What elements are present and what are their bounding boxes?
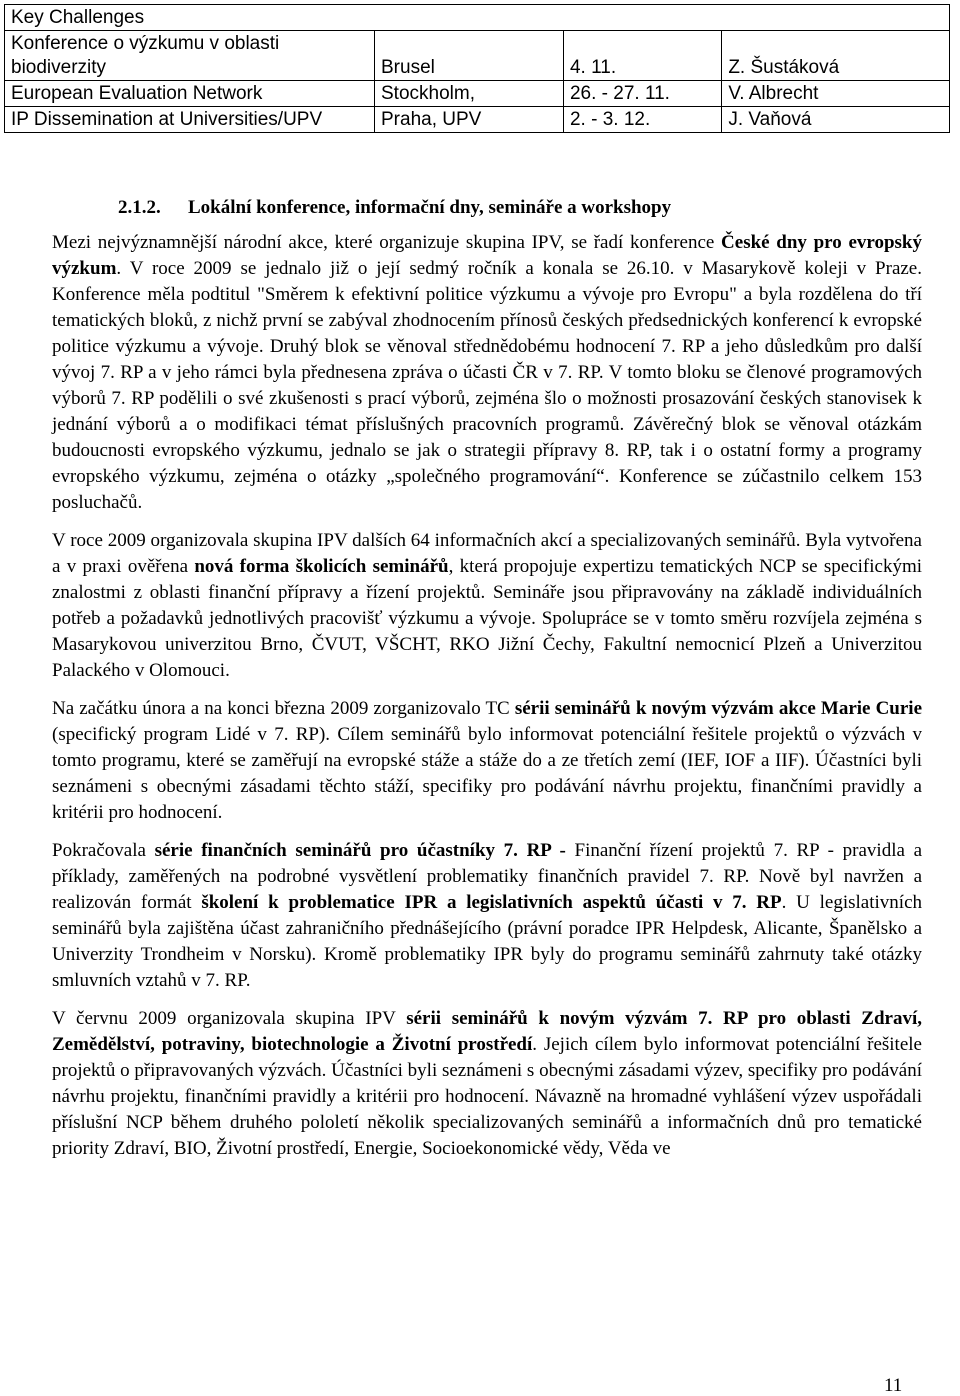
paragraph-financni-seminare — [52, 838, 922, 994]
event-name-cell: Key Challenges — [5, 5, 950, 31]
paragraph-text: V roce 2009 organizovala skupina IPV dalších 64 informačních akcí a specializovaných seminářů. Byla vytvořena a v praxi ověřena — [52, 530, 922, 577]
paragraph-text: Mezi nejvýznamnější národní akce, které organizuje skupina IPV, se řadí konference — [52, 232, 722, 253]
paragraph-ceske-dny — [52, 230, 922, 516]
paragraph-emphasis: školení k problematice IPR a legislativních aspektů účasti v 7. RP — [201, 892, 782, 913]
paragraph-emphasis: série finančních seminářů pro účastníky 7. RP - — [154, 840, 566, 861]
table-row — [5, 5, 950, 31]
table-row — [5, 107, 950, 133]
event-place-cell: Praha, UPV — [375, 107, 564, 133]
body-text — [52, 230, 922, 1174]
event-name-cell: Konference o výzkumu v oblasti biodiverzity — [5, 31, 375, 81]
paragraph-text: Na začátku února a na konci března 2009 zorganizovalo TC — [52, 698, 515, 719]
event-place-cell: Brusel — [375, 31, 564, 81]
event-name-cell: European Evaluation Network — [5, 81, 375, 107]
paragraph-emphasis: sérii seminářů k novým výzvám 7. RP pro oblasti Zdraví, Zemědělství, potraviny, biotechnologie a Životní prostředí — [52, 1008, 922, 1055]
paragraph-text: , která propojuje expertizu tematických NCP se specifickými znalostmi z oblasti finanční přípravy a řízení projektů. Semináře jsou připravovány na základě individuálních potřeb a požadavků jednotlivých pracovišť výzkumu a vývoje. Spolupráce se v tomto směru rozvíjela zejména s Masarykovou univerzitou Brno, ČVUT, VŠCHT, RKO Jižní Čechy, Fakultní nemocnicí Plzeň a Univerzitou Palackého v Olomouci. — [52, 556, 923, 681]
paragraph-text: . V roce 2009 se jednalo již o její sedmý ročník a konala se 26.10. v Masarykově koleji v Praze. Konference měla podtitul "Směrem k efektivní politice výzkumu a vývoje pro Evropu" a byla rozdělena do tří tematických bloků, z nichž první se zabýval zhodnocením přínosů českých předsednických konferencí k evropské politice výzkumu a vývoje. Druhý blok se věnoval střednědobému hodnocení 7. RP a jeho důsledkům pro další vývoj 7. RP a v jeho rámci byla přednesena zpráva o účasti ČR v 7. RP. V tomto bloku se členové programových výborů 7. RP podělili o své zkušenosti s prací výborů, zejména šlo o možnosti prosazování českých stanovisek k jednání výborů a o modifikaci témat příslušných pracovních programů. Závěrečný blok se věnoval otázkám budoucnosti evropského výzkumu, jednalo se jak o strategii přípravy 8. RP, tak i o ostatní formy a programy evropského výzkumu, zejména o otázky „společného programování“. Konference se zúčastnilo celkem 153 posluchačů. — [52, 258, 922, 513]
event-place-cell: Stockholm, — [375, 81, 564, 107]
event-date-cell: 26. - 27. 11. — [563, 81, 721, 107]
event-date-cell: 2. - 3. 12. — [563, 107, 721, 133]
event-name-cell: IP Dissemination at Universities/UPV — [5, 107, 375, 133]
paragraph-text: V červnu 2009 organizovala skupina IPV — [52, 1008, 407, 1029]
section-heading — [118, 195, 671, 221]
event-person-cell: Z. Šustáková — [722, 31, 950, 81]
event-person-cell: J. Vaňová — [722, 107, 950, 133]
event-person-cell: V. Albrecht — [722, 81, 950, 107]
paragraph-text: (specifický program Lidé v 7. RP). Cílem seminářů bylo informovat potenciální řešitele projektů o výzvách v tomto programu, které se zaměřují na evropské stáže a stáže do a ze třetích zemí (IEF, IOF a IIF). Účastníci byli seznámeni s obecnými zásadami těchto stáží, specifiky pro podávání návrhu projektu, finančními pravidly a kritérii pro hodnocení. — [52, 724, 922, 823]
paragraph-text: Finanční řízení projektů 7. RP - pravidla a příklady, zaměřených na podrobné vysvětlení problematiky finančních pravidel 7. RP. Nově byl navržen a realizován formát — [52, 840, 923, 913]
paragraph-emphasis: sérii seminářů k novým výzvám akce Marie Curie — [514, 698, 922, 719]
paragraph-cerven-vyzvy — [52, 1006, 922, 1162]
table-row — [5, 81, 950, 107]
event-date-cell: 4. 11. — [563, 31, 721, 81]
paragraph-marie-curie — [52, 696, 922, 826]
page-number: 11 — [884, 1375, 903, 1396]
paragraph-emphasis: České dny pro evropský výzkum — [52, 232, 923, 279]
paragraph-text: . Jejich cílem bylo informovat potenciální řešitele projektů o připravovaných výzvách. Účastníci byli seznámeni s obecnými zásadami výzev, specifiky pro podávání návrhu projektu, finančními pravidly a kritérii pro hodnocení. Návazně na hromadné vyhlášení výzev uspořádali příslušní NCP během druhého pololetí několik specializovaných seminářů a informačních dnů pro tematické priority Zdraví, BIO, Životní prostředí, Energie, Socioekonomické vědy, Věda ve — [52, 1034, 922, 1159]
paragraph-text: Pokračovala — [52, 840, 155, 861]
table-row — [5, 31, 950, 81]
paragraph-emphasis: nová forma školicích seminářů — [194, 556, 449, 577]
paragraph-informacni-akce — [52, 528, 922, 684]
events-table — [4, 4, 950, 133]
section-title: Lokální konference, informační dny, semináře a workshopy — [188, 197, 672, 218]
paragraph-text: . U legislativních seminářů byla zajištěna účast zahraničního přednášejícího (právní poradce IPR Helpdesk, Alicante, Španělsko a Univerzity Trondheim v Norsku). Kromě problematiky IPR byly do programu seminářů zahrnuty také otázky smluvních vztahů v 7. RP. — [52, 892, 923, 991]
section-number: 2.1.2. — [118, 197, 161, 218]
